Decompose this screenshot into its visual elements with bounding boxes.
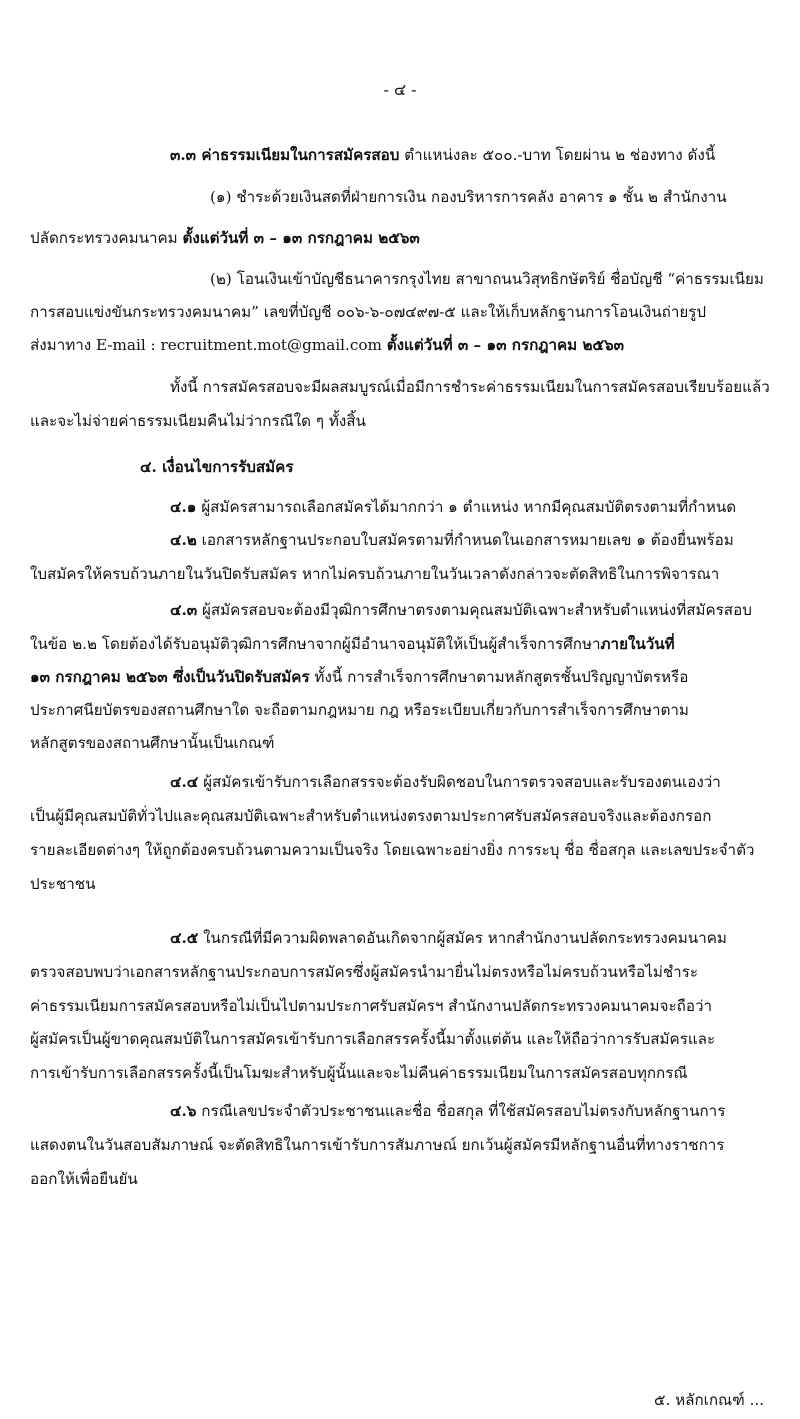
item-4-3-number: ๔.๓ [170,601,198,619]
item-4-6-line-3: ออกให้เพื่อยืนยัน [30,1170,138,1188]
fee-note-line-1: ทั้งนี้ การสมัครสอบจะมีผลสมบูรณ์เมื่อมีการชำระค่าธรรมเนียมในการสมัครสอบเรียบร้อยแล้ว [170,378,770,396]
item-4-6-number: ๔.๖ [170,1102,197,1120]
item-4-5-line-4: ผู้สมัครเป็นผู้ขาดคุณสมบัติในการสมัครเข้ารับการเลือกสรรครั้งนี้มาตั้งแต่ต้น และให้ถือว่าการรับสมัครและ [30,1030,716,1048]
item-4-3-line-2 [30,637,675,652]
item-4-2-number: ๔.๒ [170,531,197,549]
channel-1-line-2-text: ปลัดกระทรวงคมนาคม [30,229,183,247]
item-4-4-line-2: เป็นผู้มีคุณสมบัติทั่วไปและคุณสมบัติเฉพาะสำหรับตำแหน่งตรงตามประกาศรับสมัครสอบจริงและต้องกรอก [30,807,712,825]
item-4-3-line-4: ประกาศนียบัตรของสถานศึกษาใด จะถือตามกฎหมาย กฎ หรือระเบียบเกี่ยวกับการสำเร็จการศึกษาตาม [30,701,689,719]
item-4-5-line-2: ตรวจสอบพบว่าเอกสารหลักฐานประกอบการสมัครซึ่งผู้สมัครนำมายื่นไม่ตรงหรือไม่ครบถ้วนหรือไม่ชำระ [30,963,698,981]
item-4-5-number: ๔.๕ [170,929,199,947]
item-4-6-text: กรณีเลขประจำตัวประชาชนและชื่อ ชื่อสกุล ที่ใช้สมัครสอบไม่ตรงกับหลักฐานการ [196,1102,726,1120]
item-4-5-line-5: การเข้ารับการเลือกสรรครั้งนี้เป็นโมฆะสำหรับผู้นั้นและจะไม่คืนค่าธรรมเนียมในการสมัครสอบทุกกรณี [30,1064,688,1082]
item-4-3-deadline: ๑๓ กรกฎาคม ๒๕๖๓ ซึ่งเป็นวันปิดรับสมัคร [30,668,310,686]
item-4-3-line-3-text: ทั้งนี้ การสำเร็จการศึกษาตามหลักสูตรชั้นปริญญาบัตรหรือ [309,668,689,686]
channel-2-email-text: ส่งมาทาง E-mail : recruitment.mot@gmail.com [30,336,387,354]
item-4-4-text: ผู้สมัครเข้ารับการเลือกสรรจะต้องรับผิดชอบในการตรวจสอบและรับรองตนเองว่า [198,773,721,791]
item-4-2-line-2: ใบสมัครให้ครบถ้วนภายในวันปิดรับสมัคร หากไม่ครบถ้วนภายในวันเวลาดังกล่าวจะตัดสิทธิในการพิจารณา [30,565,720,583]
item-4-3-deadline-start: ภายในวันที่ [600,635,675,653]
item-4-2-text: เอกสารหลักฐานประกอบใบสมัครตามที่กำหนดในเอกสารหมายเลข ๑ ต้องยื่นพร้อม [196,531,734,549]
fee-heading: ๓.๓ ค่าธรรมเนียมในการสมัครสอบ [170,146,400,164]
channel-1-dates: ตั้งแต่วันที่ ๓ – ๑๓ กรกฎาคม ๒๕๖๓ [182,229,420,247]
fee-line-1 [170,148,715,163]
channel-2-dates: ตั้งแต่วันที่ ๓ – ๑๓ กรกฎาคม ๒๕๖๓ [386,336,625,354]
item-4-6-line-2: แสดงตนในวันสอบสัมภาษณ์ จะตัดสิทธิในการเข้ารับการสัมภาษณ์ ยกเว้นผู้สมัครมีหลักฐานอื่นที่ทางราชการ [30,1136,725,1154]
fee-line-1-text: ตำแหน่งละ ๕๐๐.-บาท โดยผ่าน ๒ ช่องทาง ดังนี้ [399,146,716,164]
channel-2-line-3 [30,338,624,353]
item-4-3-line-2-text: ในข้อ ๒.๒ โดยต้องได้รับอนุมัติวุฒิการศึกษาจากผู้มีอำนาจอนุมัติให้เป็นผู้สำเร็จการศึกษา [30,635,601,653]
item-4-5-line-1 [170,931,727,946]
item-4-4-line-3: รายละเอียดต่างๆ ให้ถูกต้องครบถ้วนตามความเป็นจริง โดยเฉพาะอย่างยิ่ง การระบุ ชื่อ ชื่อสกุล และเลขประจำตัว [30,841,755,859]
item-4-1 [170,500,736,515]
item-4-1-number: ๔.๑ [170,498,197,516]
channel-2-line-1: (๒) โอนเงินเข้าบัญชีธนาคารกรุงไทย สาขาถนนวิสุทธิกษัตริย์ ชื่อบัญชี “ค่าธรรมเนียม [210,270,764,288]
item-4-1-text: ผู้สมัครสามารถเลือกสมัครได้มากกว่า ๑ ตำแหน่ง หากมีคุณสมบัติตรงตามที่กำหนด [196,498,737,516]
page-number: - ๔ - [383,80,417,99]
item-4-3-line-5: หลักสูตรของสถานศึกษานั้นเป็นเกณฑ์ [30,734,275,752]
item-4-4-line-4: ประชาชน [30,875,96,893]
item-4-6-line-1 [170,1104,725,1119]
channel-1-line-2 [30,231,420,246]
channel-1-line-1: (๑) ชำระด้วยเงินสดที่ฝ่ายการเงิน กองบริหารการคลัง อาคาร ๑ ชั้น ๒ สำนักงาน [210,188,727,206]
continuation-footer: ๕. หลักเกณฑ์ ... [654,1391,765,1409]
channel-2-line-2: การสอบแข่งขันกระทรวงคมนาคม” เลขที่บัญชี ๐๐๖-๖-๐๗๔๙๗-๕ และให้เก็บหลักฐานการโอนเงินถ่ายรูป [30,303,707,321]
item-4-4-line-1 [170,775,721,790]
item-4-2-line-1 [170,533,734,548]
section-4-heading: ๔. เงื่อนไขการรับสมัคร [140,458,294,476]
item-4-3-line-1 [170,603,752,618]
item-4-5-line-3: ค่าธรรมเนียมการสมัครสอบหรือไม่เป็นไปตามประกาศรับสมัครฯ สำนักงานปลัดกระทรวงคมนาคมจะถือว่า [30,997,712,1015]
item-4-5-text: ในกรณีที่มีความผิดพลาดอันเกิดจากผู้สมัคร หากสำนักงานปลัดกระทรวงคมนาคม [198,929,727,947]
item-4-3-line-3 [30,670,688,685]
fee-note-line-2: และจะไม่จ่ายค่าธรรมเนียมคืนไม่ว่ากรณีใด ๆ ทั้งสิ้น [30,412,366,430]
item-4-4-number: ๔.๔ [170,773,199,791]
item-4-3-text: ผู้สมัครสอบจะต้องมีวุฒิการศึกษาตรงตามคุณสมบัติเฉพาะสำหรับตำแหน่งที่สมัครสอบ [197,601,752,619]
